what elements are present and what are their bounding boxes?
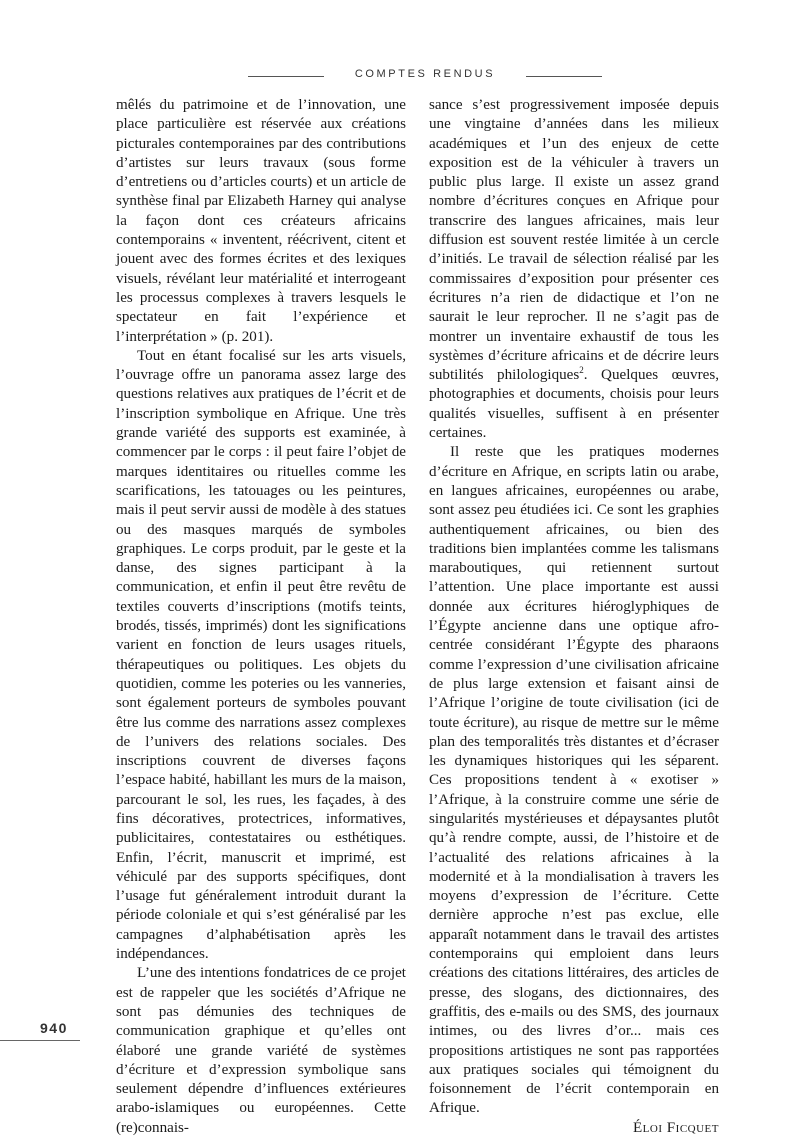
right-paragraph-1-text-a: sance s’est progressivement imposée depuis une vingtaine d’années dans les milieux académiques et l’un des enjeux de cette exposition est de la véhiculer à travers un public plus large. Il existe un assez grand nombre d’écritures conçues en Afrique pour transcrire des langues africaines, mais leur diffusion est souvent restée limitée à un cercle d’initiés. Le travail de sélection réalisé par les commissaires d’exposition pour présenter ces écritures n’a rien de didactique et l’on ne saurait le leur reprocher. Il ne s’agit pas de montrer un inventaire exhaustif de tous les systèmes d’écriture africains et de décrire leurs subtilités philologiques bbox=[429, 97, 719, 384]
page-number: 940 bbox=[40, 1020, 68, 1036]
left-paragraph-3: L’une des intentions fondatrices de ce projet est de rappeler que les sociétés d’Afrique ne sont pas démunies des techniques de communication graphique et qu’elles ont élaboré une grande variété de systèmes d’écriture et d’expression symbolique sans seulement dépendre d’influences extérieures arabo-islamiques ou européennes. Cette (re)connais- bbox=[116, 965, 406, 1136]
left-column bbox=[116, 96, 406, 1138]
author-signature: Éloi Ficquet bbox=[632, 1119, 719, 1136]
left-paragraph-2: Tout en étant focalisé sur les arts visuels, l’ouvrage offre un panorama assez large des questions relatives aux pratiques de l’écrit et de l’inscription symbolique en Afrique. Une très grande variété des supports est examinée, à commencer par le corps : il peut faire l’objet de marques identitaires ou rituelles comme les scarifications, les tatouages ou les peintures, mais il peut servir aussi de modèle à des statues ou des masques marqués de symboles graphiques. Le corps produit, par le geste et la danse, des signes participant à la communication, et enfin il peut être revêtu de textiles couverts d’inscriptions (motifs teints, brodés, tissés, imprimés) dont les significations varient en fonction de leurs usages rituels, thérapeutiques ou politiques. Les objets du quotidien, comme les poteries ou les vanneries, sont également porteurs de symboles pouvant être lus comme des narrations assez complexes de l’univers des relations sociales. Des inscriptions couvrent de diverses façons l’espace habité, habillant les murs de la maison, parcourant le sol, les rues, les façades, à des fins décoratives, protectrices, informatives, publicitaires, contestataires ou esthétiques. Enfin, l’écrit, manuscrit et imprimé, est véhiculé par des supports spécifiques, dont l’usage fut généralement introduit durant la période coloniale et qui s’est généralisé par les campagnes d’alphabétisation après les indépendances. bbox=[116, 347, 406, 963]
running-head-rule-right bbox=[526, 76, 602, 77]
right-column bbox=[429, 96, 719, 1138]
left-paragraph-1: mêlés du patrimoine et de l’innovation, une place particulière est réservée aux créations picturales contemporaines par des contributions d’artistes sur leurs travaux (sous forme d’entretiens ou d’articles courts) et un article de synthèse final par Elizabeth Harney qui analyse la façon dont ces créateurs africains contemporains « inventent, réécrivent, citent et jouent avec des formes écrites et des lexiques visuels, révélant leur matérialité et interrogeant les processus complexes à travers lesquels le spectateur en fait l’expérience et l’interprétation » (p. 201). bbox=[116, 97, 406, 345]
right-paragraph-1 bbox=[429, 96, 719, 443]
running-head bbox=[0, 66, 800, 86]
right-paragraph-1-text-b: . Quelques œuvres, photographies et documents, choisis pour leurs qualités visuelles, suffisent à en présenter certaines. bbox=[429, 367, 719, 442]
running-head-rule-left bbox=[248, 76, 324, 77]
page-number-rule bbox=[0, 1040, 80, 1041]
footnote-marker[interactable]: 2 bbox=[579, 365, 584, 376]
running-head-title: COMPTES RENDUS bbox=[354, 68, 496, 80]
right-paragraph-2: Il reste que les pratiques modernes d’écriture en Afrique, en scripts latin ou arabe, en langues africaines, européennes ou arabe, sont assez peu étudiées ici. Ce sont les graphies authentiquement africaines, ou bien des traditions bien implantées comme les talismans maraboutiques, qui retiennent surtout l’attention. Une place importante est aussi donnée aux écritures hiéroglyphiques de l’Égypte ancienne dans une optique afro-centrée considérant l’Égypte des pharaons comme l’expression d’une civilisation africaine de plus large extension et faisant ainsi de l’Afrique l’origine de toute civilisation (ici de toute écriture), au risque de mettre sur le même plan des temporalités très distantes et d’écraser les dynamiques historiques qui les séparent. Ces propositions tendent à « exotiser » l’Afrique, à la construire comme une série de singularités mystérieuses et dépaysantes plutôt qu’à rendre compte, aussi, de l’histoire et de l’actualité des relations africaines à la modernité et à la mondialisation à travers les moyens d’expression de l’écriture. Cette dernière approche n’est pas exclue, elle apparaît notamment dans le travail des artistes contemporains qui emploient dans leurs créations des citations littéraires, des articles de presse, des slogans, des dictionnaires, des graffitis, des e-mails ou des SMS, des journaux intimes, ou des livres d’or... mais ces propositions artistiques ne sont pas rapportées aux pratiques sociales qui témoignent du foisonnement de l’écrit contemporain en Afrique. bbox=[429, 444, 719, 1117]
